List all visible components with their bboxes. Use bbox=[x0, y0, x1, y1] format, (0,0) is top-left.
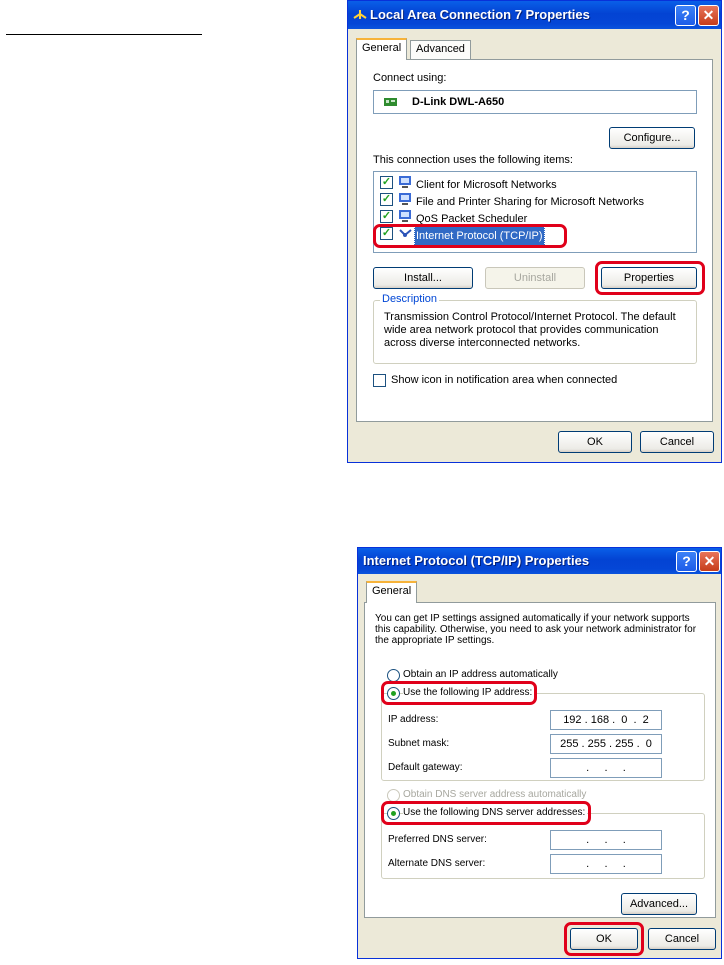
show-icon-checkbox[interactable] bbox=[373, 374, 386, 387]
general-tab-panel bbox=[356, 59, 713, 422]
list-item[interactable] bbox=[380, 226, 690, 242]
configure-button[interactable]: Configure... bbox=[609, 127, 695, 149]
component-label: Internet Protocol (TCP/IP) bbox=[414, 226, 545, 246]
advanced-button[interactable]: Advanced... bbox=[621, 893, 697, 915]
components-list[interactable] bbox=[373, 171, 697, 253]
title-bar[interactable] bbox=[358, 548, 721, 574]
general-tab-panel bbox=[364, 602, 716, 918]
component-label: QoS Packet Scheduler bbox=[416, 213, 528, 225]
ip-address-group bbox=[381, 693, 705, 781]
obtain-ip-label: Obtain an IP address automatically bbox=[403, 669, 558, 680]
connect-using-label: Connect using: bbox=[373, 72, 447, 84]
list-item[interactable] bbox=[380, 192, 690, 208]
ok-button[interactable]: OK bbox=[570, 928, 638, 950]
show-icon-label: Show icon in notification area when connected bbox=[391, 374, 618, 386]
install-button[interactable]: Install... bbox=[373, 267, 473, 289]
network-adapter-icon bbox=[383, 96, 399, 108]
subnet-mask-field[interactable]: 255 . 255 . 255 . 0 bbox=[550, 734, 662, 754]
qos-scheduler-icon bbox=[398, 209, 413, 223]
obtain-ip-radio[interactable] bbox=[387, 669, 400, 682]
divider-line bbox=[6, 34, 202, 35]
local-area-connection-properties-dialog bbox=[347, 0, 722, 463]
tcpip-properties-dialog bbox=[357, 547, 722, 959]
items-label: This connection uses the following items: bbox=[373, 154, 573, 166]
alternate-dns-field[interactable]: . . . bbox=[550, 854, 662, 874]
adapter-name: D-Link DWL-A650 bbox=[412, 96, 505, 108]
obtain-dns-radio bbox=[387, 789, 400, 802]
component-checkbox[interactable]: ✓ bbox=[381, 176, 392, 188]
file-printer-sharing-icon bbox=[398, 192, 413, 206]
help-button[interactable]: ? bbox=[675, 5, 696, 26]
subnet-mask-label: Subnet mask: bbox=[388, 738, 450, 749]
cancel-button[interactable]: Cancel bbox=[640, 431, 714, 453]
uninstall-button: Uninstall bbox=[485, 267, 585, 289]
title-bar[interactable] bbox=[348, 1, 721, 29]
use-ip-radio[interactable] bbox=[387, 687, 400, 700]
ip-address-field[interactable]: 192 . 168 . 0 . 2 bbox=[550, 710, 662, 730]
properties-button[interactable]: Properties bbox=[601, 267, 697, 289]
ip-address-label: IP address: bbox=[388, 714, 439, 725]
list-item[interactable] bbox=[380, 175, 690, 191]
close-button[interactable]: ✕ bbox=[698, 5, 719, 26]
list-item[interactable] bbox=[380, 209, 690, 225]
component-checkbox[interactable]: ✓ bbox=[381, 227, 392, 239]
network-connection-icon bbox=[353, 8, 367, 22]
component-label: File and Printer Sharing for Microsoft Networks bbox=[416, 196, 645, 208]
preferred-dns-label: Preferred DNS server: bbox=[388, 834, 487, 845]
tab-general[interactable]: General bbox=[356, 38, 407, 60]
obtain-dns-label: Obtain DNS server address automatically bbox=[403, 789, 587, 800]
dns-group bbox=[381, 813, 705, 879]
ok-button[interactable]: OK bbox=[558, 431, 632, 453]
protocol-icon bbox=[398, 226, 413, 240]
component-checkbox[interactable]: ✓ bbox=[381, 193, 392, 205]
dialog-title: Local Area Connection 7 Properties bbox=[370, 7, 590, 22]
intro-text: You can get IP settings assigned automatically if your network supports this capability. Otherwise, you need to ask your network administrator for the appropriate IP settings. bbox=[375, 613, 697, 646]
default-gateway-label: Default gateway: bbox=[388, 762, 463, 773]
component-label: Client for Microsoft Networks bbox=[416, 179, 557, 191]
cancel-button[interactable]: Cancel bbox=[648, 928, 716, 950]
adapter-field bbox=[373, 90, 697, 114]
dialog-title: Internet Protocol (TCP/IP) Properties bbox=[363, 553, 590, 568]
tab-advanced[interactable]: Advanced bbox=[410, 40, 471, 60]
alternate-dns-label: Alternate DNS server: bbox=[388, 858, 486, 869]
use-ip-label: Use the following IP address: bbox=[403, 687, 533, 698]
description-text: Transmission Control Protocol/Internet Protocol. The default wide area network protocol that provides communication across diverse interconnected networks. bbox=[384, 311, 676, 349]
default-gateway-field[interactable]: . . . bbox=[550, 758, 662, 778]
close-button[interactable]: ✕ bbox=[699, 551, 720, 572]
help-button[interactable]: ? bbox=[676, 551, 697, 572]
tab-general[interactable]: General bbox=[366, 581, 417, 603]
use-dns-label: Use the following DNS server addresses: bbox=[403, 807, 586, 818]
network-client-icon bbox=[398, 175, 413, 189]
preferred-dns-field[interactable]: . . . bbox=[550, 830, 662, 850]
description-group bbox=[373, 293, 697, 364]
description-legend: Description bbox=[382, 293, 438, 305]
component-checkbox[interactable]: ✓ bbox=[381, 210, 392, 222]
use-dns-radio[interactable] bbox=[387, 807, 400, 820]
